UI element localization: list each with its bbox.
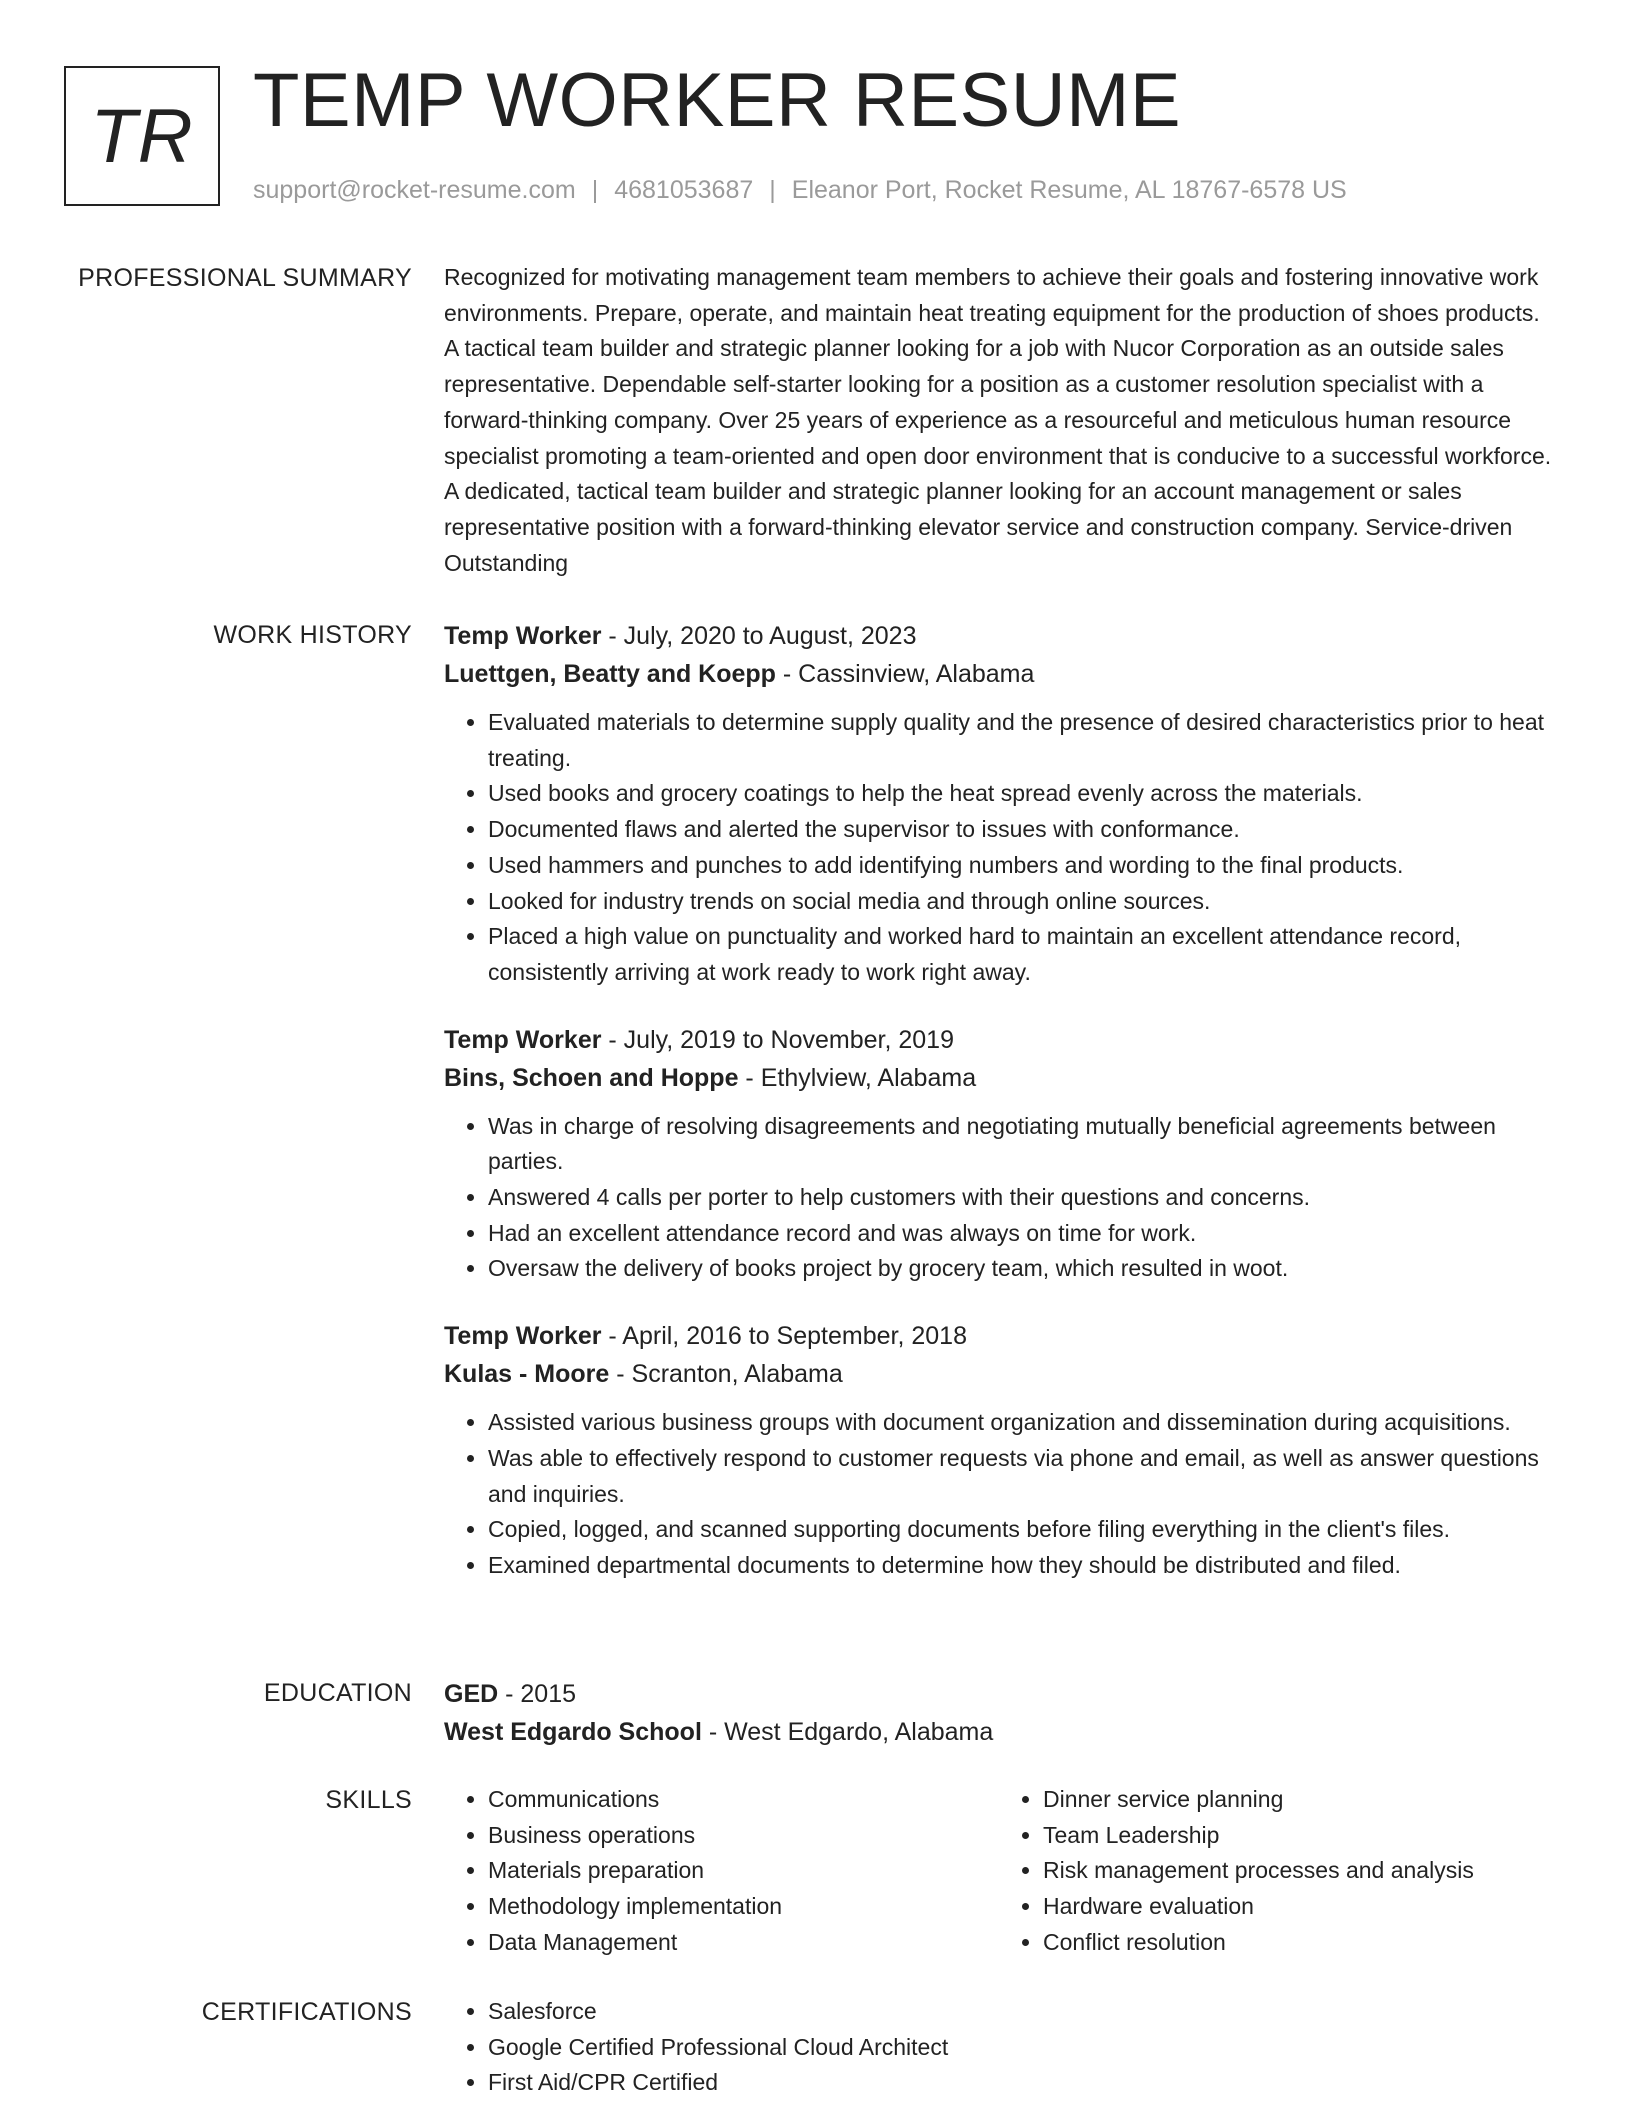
certifications-list (444, 1994, 1554, 2101)
job-entry (444, 617, 1554, 991)
education-school-line (444, 1713, 1554, 1751)
resume-title: TEMP WORKER RESUME (253, 58, 1182, 143)
job-title: Temp Worker (444, 622, 602, 650)
skill-item: • Methodology implementation (488, 1889, 999, 1925)
job-company: Luettgen, Beatty and Koepp (444, 660, 776, 688)
education-heading: EDUCATION (263, 1679, 412, 1707)
job-location: - Cassinview, Alabama (775, 660, 1035, 688)
contact-email: support@rocket-resume.com (253, 176, 576, 204)
work-history-heading: WORK HISTORY (213, 621, 412, 649)
job-bullet: • Used books and grocery coatings to help the heat spread evenly across the materials. (488, 776, 1554, 812)
summary-heading: PROFESSIONAL SUMMARY (78, 264, 412, 292)
education-degree: GED (444, 1680, 499, 1708)
job-title: Temp Worker (444, 1025, 602, 1054)
job-bullets (444, 1405, 1554, 1584)
education-school: West Edgardo School (444, 1718, 702, 1746)
job-dates: - July, 2019 to November, 2019 (601, 1025, 954, 1054)
job-company-line (444, 1059, 1554, 1097)
summary-text: Recognized for motivating management team members to achieve their goals and fostering innovative work environments. Prepare, operate, and maintain heat treating equipment for the production of shoes products. A tactical team builder and strategic planner looking for a job with Nucor Corporation as an outside sales representative. Dependable self-starter looking for a position as a customer resolution specialist with a forward-thinking company. Over 25 years of experience as a resourceful and meticulous human resource specialist promoting a team-oriented and open door environment that is conducive to a successful workforce. A dedicated, tactical team builder and strategic planner looking for an account management or sales representative position with a forward-thinking elevator service and construction company. Service-driven Outstanding (444, 264, 1552, 576)
skill-item: • Business operations (488, 1818, 999, 1854)
job-company-line (444, 655, 1554, 693)
certification-item: • First Aid/CPR Certified (488, 2065, 1554, 2101)
job-bullets (444, 1109, 1554, 1288)
skills-heading: SKILLS (325, 1786, 412, 1814)
job-location: - Scranton, Alabama (609, 1360, 843, 1389)
skill-item: • Conflict resolution (1043, 1925, 1554, 1961)
skill-item: • Risk management processes and analysis (1043, 1853, 1554, 1889)
job-entry (444, 1021, 1554, 1288)
job-bullet: • Was able to effectively respond to customer requests via phone and email, as well as answer questions and inquiries. (488, 1441, 1554, 1512)
job-bullet: • Examined departmental documents to determine how they should be distributed and filed. (488, 1548, 1554, 1584)
job-bullet: • Had an excellent attendance record and was always on time for work. (488, 1216, 1554, 1252)
contact-phone: 4681053687 (614, 176, 754, 204)
certification-item: • Google Certified Professional Cloud Architect (488, 2030, 1554, 2066)
skill-item: • Dinner service planning (1043, 1782, 1554, 1818)
job-bullet: • Evaluated materials to determine supply quality and the presence of desired characteristics prior to heat treating. (488, 705, 1554, 776)
job-bullet: • Looked for industry trends on social media and through online sources. (488, 884, 1554, 920)
skill-item: • Hardware evaluation (1043, 1889, 1554, 1925)
contact-separator: | (591, 176, 599, 204)
skill-item: • Materials preparation (488, 1853, 999, 1889)
job-bullet: • Assisted various business groups with document organization and dissemination during acquisitions. (488, 1405, 1554, 1441)
job-entry (444, 1317, 1554, 1584)
certifications-heading: CERTIFICATIONS (201, 1998, 412, 2026)
job-title-line (444, 1317, 1554, 1355)
education-location: - West Edgardo, Alabama (701, 1718, 994, 1746)
skills-columns (444, 1782, 1554, 1961)
job-dates: - July, 2020 to August, 2023 (601, 622, 917, 650)
skills-list-left (444, 1782, 999, 1961)
education-year: - 2015 (498, 1680, 577, 1708)
job-bullet: • Used hammers and punches to add identifying numbers and wording to the final products. (488, 848, 1554, 884)
job-dates: - April, 2016 to September, 2018 (601, 1322, 967, 1351)
skill-item: • Communications (488, 1782, 999, 1818)
contact-address: Eleanor Port, Rocket Resume, AL 18767-6578 US (791, 176, 1347, 204)
skill-item: • Team Leadership (1043, 1818, 1554, 1854)
job-bullets (444, 705, 1554, 991)
monogram-logo: TR (64, 66, 220, 206)
job-location: - Ethylview, Alabama (738, 1063, 977, 1092)
job-company: Bins, Schoen and Hoppe (444, 1063, 739, 1092)
contact-line (253, 172, 1347, 208)
job-bullet: • Answered 4 calls per porter to help customers with their questions and concerns. (488, 1180, 1554, 1216)
job-bullet: • Placed a high value on punctuality and worked hard to maintain an excellent attendance record, consistently arriving at work ready to work right away. (488, 919, 1554, 990)
skill-item: • Data Management (488, 1925, 999, 1961)
job-title-line (444, 617, 1554, 655)
contact-separator: | (769, 176, 776, 204)
job-bullet: • Oversaw the delivery of books project by grocery team, which resulted in woot. (488, 1251, 1554, 1287)
job-company: Kulas - Moore (444, 1360, 610, 1389)
job-title-line (444, 1021, 1554, 1059)
job-title: Temp Worker (444, 1322, 602, 1351)
education-degree-line (444, 1675, 1554, 1713)
job-bullet: • Documented flaws and alerted the supervisor to issues with conformance. (488, 812, 1554, 848)
certification-item: • Salesforce (488, 1994, 1554, 2030)
job-bullet: • Was in charge of resolving disagreements and negotiating mutually beneficial agreements between parties. (488, 1109, 1554, 1180)
job-company-line (444, 1355, 1554, 1393)
job-bullet: • Copied, logged, and scanned supporting documents before filing everything in the client's files. (488, 1512, 1554, 1548)
skills-list-right (999, 1782, 1554, 1961)
